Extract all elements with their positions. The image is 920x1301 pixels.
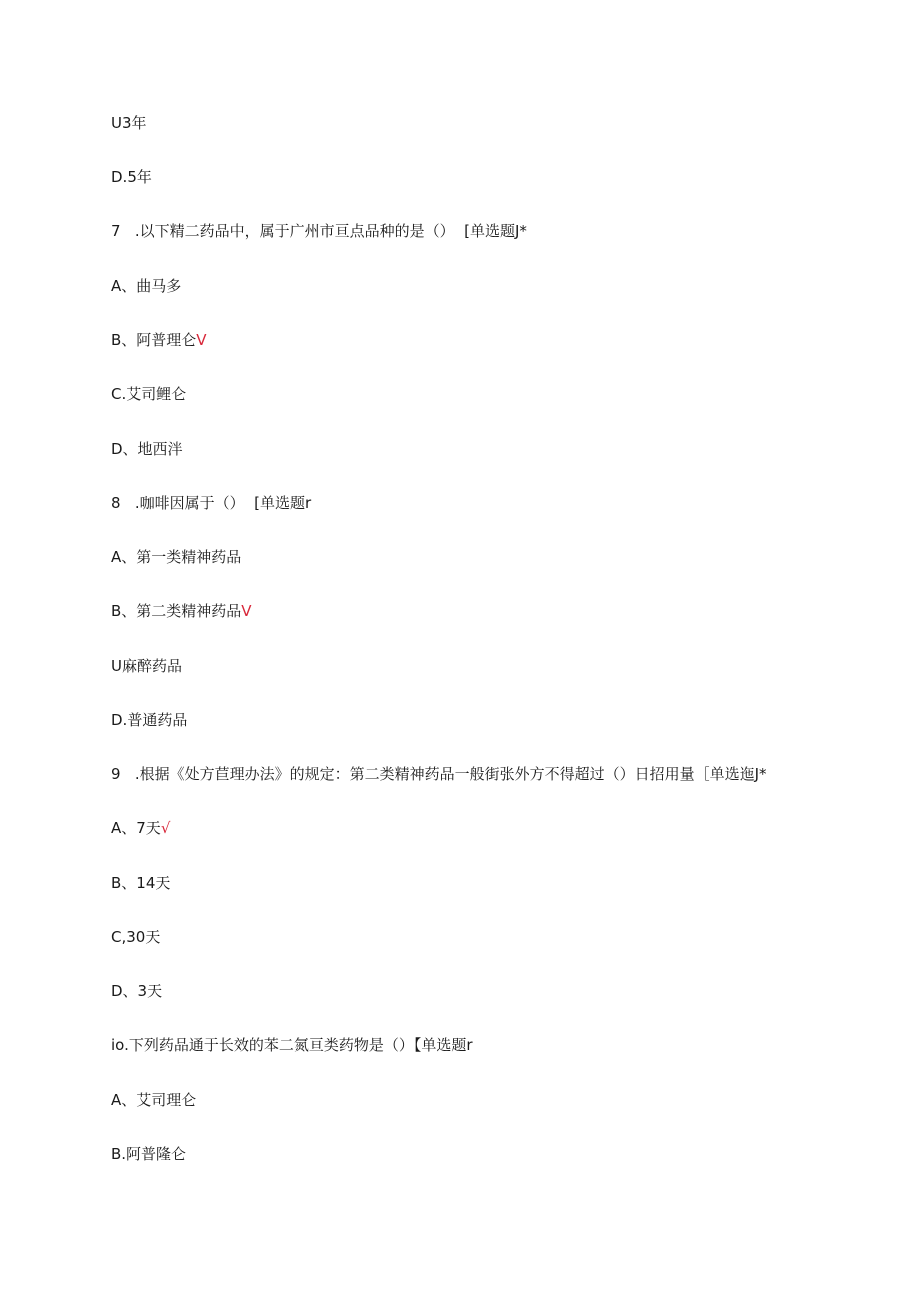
option-text: U麻醉药品: [111, 657, 182, 675]
line-text: D.5年: [111, 168, 152, 186]
question-9: [111, 764, 767, 784]
option-text: B、阿普理仑: [111, 331, 197, 349]
option-text: B.阿普隆仑: [111, 1145, 187, 1163]
correct-answer-check-icon: V: [241, 602, 252, 620]
option-text: A、艾司理仑: [111, 1091, 197, 1109]
correct-answer-check-icon: √: [160, 819, 171, 837]
option-d-5-years: [111, 167, 152, 187]
option-text: C,30天: [111, 928, 161, 946]
question-8: [111, 493, 311, 513]
option-c-3-years: [111, 113, 147, 133]
option-text: B、第二类精神药品: [111, 602, 242, 620]
q8-option-b: [111, 601, 252, 621]
option-text: C.艾司鲤仑: [111, 385, 187, 403]
option-text: A、第一类精神药品: [111, 548, 242, 566]
q10-option-b: [111, 1144, 186, 1164]
question-text: 9 .根据《处方苣理办法》的规定：第二类精神药品一般街张外方不得超过（）日招用量［单选迤J*: [111, 765, 767, 783]
q9-option-c: [111, 927, 160, 947]
q7-option-b: [111, 330, 207, 350]
question-text: 7 .以下精二药品中，属于广州市亘点品种的是（） [单选题J*: [111, 222, 527, 240]
q9-option-a: [111, 818, 170, 838]
option-text: A、7天: [111, 819, 161, 837]
correct-answer-check-icon: V: [196, 331, 207, 349]
option-text: A、曲马多: [111, 277, 182, 295]
option-text: D.普通药品: [111, 711, 188, 729]
question-7: [111, 221, 527, 241]
line-text: U3年: [111, 114, 147, 132]
q8-option-c: [111, 656, 182, 676]
question-text: io.下列药品通于长效的苯二氮亘类药物是（）【单选题r: [111, 1036, 473, 1054]
q10-option-a: [111, 1090, 196, 1110]
q7-option-d: [111, 439, 183, 459]
q9-option-d: [111, 981, 162, 1001]
q9-option-b: [111, 873, 170, 893]
q8-option-d: [111, 710, 187, 730]
question-10: [111, 1035, 473, 1055]
q8-option-a: [111, 547, 241, 567]
option-text: D、3天: [111, 982, 163, 1000]
q7-option-a: [111, 276, 181, 296]
question-text: 8 .咖啡因属于（） [单选题r: [111, 494, 312, 512]
q7-option-c: [111, 384, 186, 404]
option-text: B、14天: [111, 874, 171, 892]
option-text: D、地西泮: [111, 440, 183, 458]
